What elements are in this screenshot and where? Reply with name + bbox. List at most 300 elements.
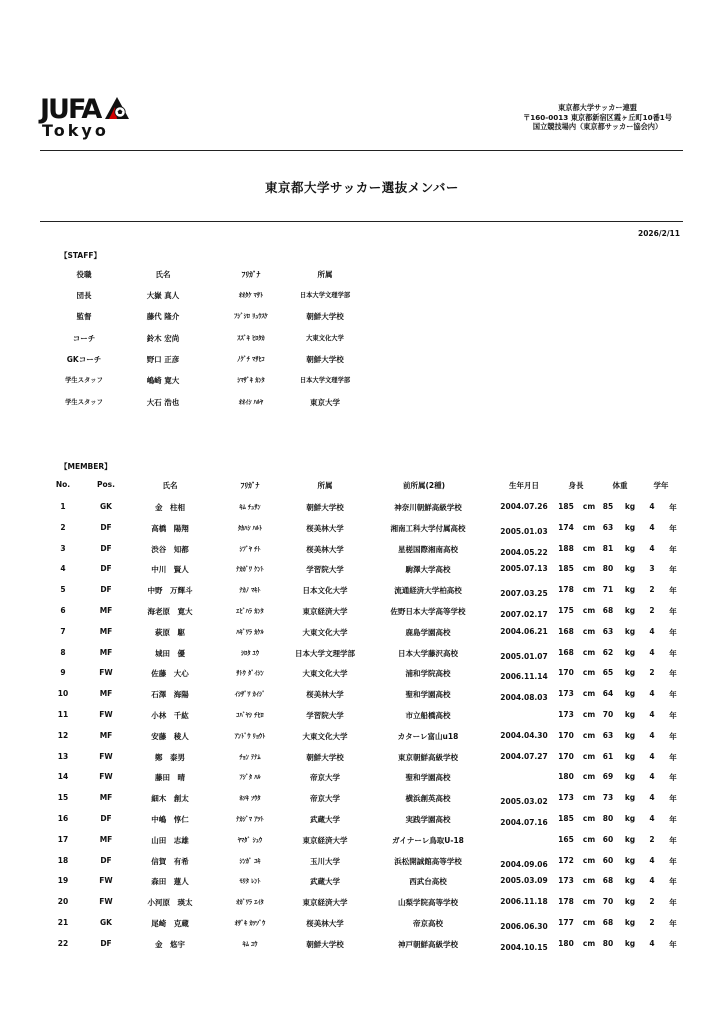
- member-header-name: 氏名: [162, 481, 178, 490]
- member-kana-cell: ｷﾑ ﾁｭｻﾝ: [239, 504, 261, 511]
- member-grade-cell: 2: [649, 897, 655, 907]
- staff-affiliation-cell: 朝鮮大学校: [306, 312, 344, 322]
- staff-kana-cell: ｼﾏｻﾞｷ ｶﾝﾀ: [237, 377, 265, 385]
- grade-unit-label: 年: [669, 690, 677, 700]
- member-height-cell: 177: [558, 918, 574, 927]
- member-kana-cell: ﾅｶｶﾞﾜ ｹﾝﾄ: [236, 566, 264, 574]
- soccer-ball-icon: [104, 96, 130, 120]
- member-pos-cell: MF: [99, 730, 113, 740]
- member-kana-cell: ﾌｼﾞﾀ ﾊﾙ: [239, 774, 261, 782]
- staff-affiliation-cell: 日本大学文理学部: [299, 377, 351, 385]
- member-birth-cell: 2004.10.15: [500, 942, 548, 952]
- member-affiliation-cell: 玉川大学: [310, 856, 340, 866]
- member-previous-cell: 市立船橋高校: [405, 711, 451, 720]
- member-height-cell: 178: [558, 585, 574, 595]
- member-no-cell: 6: [60, 606, 66, 615]
- member-height-cell: 185: [558, 814, 574, 823]
- member-height-cell: 168: [558, 626, 574, 636]
- member-birth-cell: 2004.04.30: [500, 730, 548, 740]
- member-kana-cell: ｷﾑ ﾕｳ: [242, 940, 258, 948]
- grade-unit-label: 年: [669, 919, 677, 928]
- member-birth-cell: 2004.06.21: [500, 626, 548, 636]
- jufa-tokyo-logo: [40, 96, 130, 142]
- member-previous-cell: 西武台高校: [409, 877, 447, 887]
- member-previous-cell: 聖和学園高校: [405, 690, 451, 700]
- member-header-height: 身長: [568, 481, 584, 490]
- height-unit-label: cm: [582, 626, 596, 636]
- member-height-cell: 185: [558, 502, 574, 511]
- member-kana-cell: ｺﾊﾞﾔｼ ﾁﾋﾛ: [236, 712, 264, 719]
- member-pos-cell: FW: [99, 710, 113, 719]
- member-grade-cell: 4: [649, 502, 655, 511]
- member-no-cell: 10: [57, 689, 69, 699]
- weight-unit-label: kg: [624, 751, 636, 761]
- member-weight-cell: 63: [602, 730, 614, 740]
- member-pos-cell: MF: [99, 606, 113, 615]
- grade-unit-label: 年: [669, 773, 677, 783]
- weight-unit-label: kg: [624, 626, 636, 636]
- member-kana-cell: ｵｻﾞｷ ｶﾂｿﾞｳ: [234, 920, 266, 927]
- member-no-cell: 4: [60, 564, 66, 574]
- member-birth-cell: 2005.01.03: [500, 526, 548, 536]
- member-affiliation-cell: 桜美林大学: [306, 919, 344, 928]
- member-name-cell: 中嶋 惇仁: [151, 815, 189, 824]
- member-kana-cell: ﾅｶｼﾞﾏ ｱﾂﾄ: [236, 816, 264, 823]
- member-height-cell: 172: [558, 855, 574, 865]
- member-pos-cell: DF: [100, 814, 112, 823]
- staff-section-label: 【STAFF】: [60, 251, 101, 260]
- grade-unit-label: 年: [669, 503, 677, 512]
- organization-address: 〒160-0013 東京都新宿区霞ヶ丘町10番1号: [523, 112, 672, 122]
- member-section-label: 【MEMBER】: [60, 462, 112, 471]
- member-name-cell: 中川 賢人: [151, 565, 189, 575]
- member-pos-cell: FW: [99, 897, 113, 907]
- member-birth-cell: 2005.01.07: [500, 651, 548, 661]
- organization-location: 国立競技場内（東京都サッカー協会内）: [532, 122, 663, 131]
- member-pos-cell: FW: [99, 876, 113, 886]
- member-name-cell: 渋谷 知都: [151, 544, 189, 554]
- member-name-cell: 高橋 陽翔: [151, 523, 189, 533]
- height-unit-label: cm: [582, 585, 596, 595]
- member-grade-cell: 4: [649, 814, 655, 823]
- member-weight-cell: 62: [602, 647, 614, 657]
- member-pos-cell: DF: [100, 543, 112, 553]
- member-grade-cell: 4: [649, 855, 655, 865]
- member-name-cell: 海老原 寛大: [147, 607, 193, 616]
- grade-unit-label: 年: [669, 648, 677, 658]
- staff-kana-cell: ｵｵｲｼ ﾊﾙﾔ: [238, 398, 264, 406]
- member-weight-cell: 70: [602, 897, 614, 907]
- member-pos-cell: DF: [100, 585, 112, 595]
- member-previous-cell: 流通経済大学柏高校: [394, 586, 462, 596]
- member-previous-cell: 実践学園高校: [405, 815, 451, 824]
- member-grade-cell: 2: [649, 668, 655, 678]
- member-previous-cell: 神戸朝鮮高級学校: [398, 939, 458, 949]
- weight-unit-label: kg: [624, 897, 636, 907]
- height-unit-label: cm: [582, 647, 596, 657]
- member-kana-cell: ｼﾌﾞﾔ ﾁﾄ: [239, 545, 261, 553]
- staff-affiliation-cell: 日本大学文理学部: [299, 292, 351, 299]
- member-no-cell: 12: [57, 730, 69, 740]
- organization-info: [523, 103, 672, 132]
- member-name-cell: 石澤 海陽: [151, 690, 189, 700]
- member-height-cell: 165: [558, 834, 574, 844]
- member-no-cell: 22: [57, 938, 69, 948]
- member-grade-cell: 4: [649, 710, 655, 719]
- member-affiliation-cell: 東京経済大学: [302, 835, 348, 845]
- member-weight-cell: 61: [602, 751, 614, 761]
- member-kana-cell: ｲｼｻﾞﾜ ｶｲｼﾞ: [234, 691, 266, 699]
- member-birth-cell: 2006.11.14: [500, 672, 548, 682]
- member-birth-cell: 2004.08.03: [500, 693, 548, 703]
- weight-unit-label: kg: [624, 938, 636, 948]
- member-affiliation-cell: 帝京大学: [310, 773, 340, 783]
- member-kana-cell: ﾅｶﾉ ﾏｷﾄ: [239, 587, 261, 595]
- staff-name-cell: 大嶽 真人: [146, 291, 180, 300]
- member-previous-cell: ガイナーレ鳥取U-18: [392, 835, 464, 845]
- member-birth-cell: 2004.07.16: [500, 818, 548, 827]
- member-previous-cell: 星槎国際湘南高校: [398, 544, 458, 554]
- member-header-pos: Pos.: [97, 480, 115, 489]
- member-birth-cell: 2006.11.18: [500, 897, 548, 907]
- member-no-cell: 21: [57, 918, 69, 927]
- member-kana-cell: ﾓﾘﾀ ﾚﾝﾄ: [239, 878, 261, 886]
- grade-unit-label: 年: [669, 752, 677, 762]
- member-no-cell: 18: [57, 855, 69, 865]
- member-name-cell: 安藤 稜人: [151, 731, 189, 741]
- weight-unit-label: kg: [624, 543, 636, 553]
- member-previous-cell: 山梨学院高等学校: [398, 898, 458, 908]
- member-header-birth: 生年月日: [509, 481, 539, 490]
- staff-kana-cell: ｵｵﾀｹ ﾏｻﾄ: [238, 292, 264, 299]
- member-height-cell: 170: [558, 751, 574, 761]
- member-height-cell: 188: [558, 543, 574, 553]
- member-birth-cell: 2004.07.26: [500, 502, 548, 511]
- weight-unit-label: kg: [624, 793, 636, 803]
- member-kana-cell: ﾎｿｷ ｿｳﾀ: [239, 795, 261, 803]
- member-pos-cell: MF: [99, 689, 113, 699]
- member-height-cell: 173: [558, 793, 574, 803]
- member-grade-cell: 2: [649, 585, 655, 595]
- member-previous-cell: 駒澤大学高校: [405, 565, 451, 575]
- member-weight-cell: 73: [602, 793, 614, 803]
- member-previous-cell: 横浜創英高校: [405, 794, 451, 804]
- member-affiliation-cell: 大東文化大学: [302, 731, 348, 741]
- member-affiliation-cell: 大東文化大学: [302, 627, 348, 637]
- member-weight-cell: 60: [602, 855, 614, 865]
- height-unit-label: cm: [582, 689, 596, 699]
- staff-name-cell: 鈴木 宏尚: [146, 333, 180, 343]
- grade-unit-label: 年: [669, 939, 677, 949]
- member-affiliation-cell: 朝鮮大学校: [306, 939, 344, 949]
- member-weight-cell: 60: [602, 834, 614, 844]
- weight-unit-label: kg: [624, 522, 636, 532]
- member-pos-cell: MF: [99, 626, 113, 636]
- staff-header-name: 氏名: [155, 270, 171, 279]
- member-previous-cell: 浜松開誠館高等学校: [394, 856, 462, 866]
- member-name-cell: 城田 優: [155, 648, 185, 658]
- member-affiliation-cell: 日本文化大学: [302, 586, 348, 596]
- height-unit-label: cm: [582, 876, 596, 886]
- member-pos-cell: MF: [99, 793, 113, 803]
- grade-unit-label: 年: [669, 586, 677, 596]
- staff-role-cell: GKコーチ: [66, 354, 102, 364]
- member-affiliation-cell: 学習院大学: [306, 565, 344, 575]
- staff-affiliation-cell: 東京大学: [310, 397, 340, 407]
- member-pos-cell: DF: [100, 855, 112, 865]
- height-unit-label: cm: [582, 793, 596, 803]
- staff-name-cell: 嶋崎 寛大: [146, 376, 180, 386]
- member-header-previous: 前所属(2種): [402, 481, 446, 490]
- grade-unit-label: 年: [669, 607, 677, 616]
- member-weight-cell: 80: [602, 814, 614, 823]
- member-weight-cell: 85: [602, 502, 614, 511]
- height-unit-label: cm: [582, 522, 596, 532]
- member-kana-cell: ｼﾛﾀ ﾕｳ: [241, 649, 259, 657]
- member-name-cell: 信賀 有希: [151, 856, 189, 866]
- staff-name-cell: 野口 正彦: [146, 354, 180, 364]
- member-birth-cell: 2005.07.13: [500, 564, 548, 574]
- member-header-affiliation: 所属: [317, 481, 333, 490]
- weight-unit-label: kg: [624, 564, 636, 574]
- member-header-grade: 学年: [653, 481, 669, 490]
- member-previous-cell: 帝京高校: [413, 919, 443, 928]
- weight-unit-label: kg: [624, 668, 636, 678]
- grade-unit-label: 年: [669, 731, 677, 741]
- grade-unit-label: 年: [669, 627, 677, 637]
- member-birth-cell: 2006.06.30: [500, 922, 548, 931]
- grade-unit-label: 年: [669, 877, 677, 887]
- staff-role-cell: 学生スタッフ: [65, 398, 103, 406]
- member-no-cell: 9: [60, 668, 66, 678]
- height-unit-label: cm: [582, 897, 596, 907]
- grade-unit-label: 年: [669, 711, 677, 720]
- member-kana-cell: ｱﾝﾄﾞｳ ﾘｮｳﾄ: [234, 732, 266, 740]
- member-grade-cell: 4: [649, 876, 655, 886]
- member-height-cell: 185: [558, 564, 574, 574]
- member-name-cell: 中野 万輝斗: [147, 586, 193, 596]
- member-no-cell: 5: [60, 585, 66, 595]
- member-kana-cell: ﾔﾏﾀﾞ ｼｭｳ: [237, 836, 263, 844]
- member-height-cell: 170: [558, 668, 574, 678]
- staff-kana-cell: ﾌｼﾞｼﾛ ﾘｭｳｽｹ: [234, 313, 268, 321]
- member-grade-cell: 4: [649, 751, 655, 761]
- staff-affiliation-cell: 朝鮮大学校: [306, 354, 344, 364]
- member-grade-cell: 4: [649, 793, 655, 803]
- height-unit-label: cm: [582, 855, 596, 865]
- member-name-cell: 尾崎 克蔵: [151, 919, 189, 928]
- grade-unit-label: 年: [669, 815, 677, 824]
- height-unit-label: cm: [582, 834, 596, 844]
- member-weight-cell: 69: [602, 772, 614, 782]
- member-previous-cell: 東京朝鮮高級学校: [398, 752, 458, 762]
- member-weight-cell: 64: [602, 689, 614, 699]
- member-weight-cell: 63: [602, 626, 614, 636]
- member-header-kana: ﾌﾘｶﾞﾅ: [240, 481, 260, 490]
- member-no-cell: 1: [60, 502, 66, 511]
- staff-affiliation-cell: 大東文化大学: [306, 334, 344, 342]
- member-name-cell: 細木 創太: [151, 794, 189, 804]
- member-pos-cell: FW: [99, 668, 113, 678]
- staff-header-kana: ﾌﾘｶﾞﾅ: [241, 270, 261, 279]
- member-grade-cell: 2: [649, 918, 655, 927]
- member-grade-cell: 4: [649, 522, 655, 532]
- member-pos-cell: DF: [100, 938, 112, 948]
- member-pos-cell: MF: [99, 834, 113, 844]
- member-kana-cell: ｵｶﾞﾜﾗ ｴｲﾀ: [236, 899, 264, 907]
- member-name-cell: 森田 蓮人: [151, 877, 189, 887]
- staff-header-role: 役職: [76, 270, 92, 279]
- staff-name-cell: 藤代 隆介: [146, 312, 180, 322]
- height-unit-label: cm: [582, 751, 596, 761]
- member-no-cell: 15: [57, 793, 69, 803]
- member-affiliation-cell: 武蔵大学: [310, 877, 340, 887]
- member-grade-cell: 3: [649, 564, 655, 574]
- member-pos-cell: GK: [100, 918, 112, 927]
- member-previous-cell: 神奈川朝鮮高級学校: [394, 503, 462, 512]
- member-affiliation-cell: 朝鮮大学校: [306, 503, 344, 512]
- grade-unit-label: 年: [669, 544, 677, 554]
- member-kana-cell: ｻﾄｳ ﾀﾞｲｼﾝ: [236, 670, 264, 678]
- member-affiliation-cell: 日本大学文理学部: [295, 648, 355, 658]
- member-affiliation-cell: 武蔵大学: [310, 815, 340, 824]
- staff-kana-cell: ﾉｸﾞﾁ ﾏｻﾋｺ: [237, 355, 265, 363]
- member-header-no: No.: [55, 480, 71, 489]
- logo-subtext: Tokyo: [42, 121, 109, 140]
- height-unit-label: cm: [582, 772, 596, 782]
- member-weight-cell: 68: [602, 918, 614, 927]
- member-height-cell: 168: [558, 647, 574, 657]
- member-name-cell: 金 悠宇: [155, 939, 185, 949]
- height-unit-label: cm: [582, 938, 596, 948]
- staff-header-affiliation: 所属: [317, 270, 333, 279]
- member-name-cell: 山田 志雄: [151, 835, 189, 845]
- height-unit-label: cm: [582, 710, 596, 719]
- member-no-cell: 2: [60, 522, 66, 532]
- height-unit-label: cm: [582, 543, 596, 553]
- member-affiliation-cell: 東京経済大学: [302, 607, 348, 616]
- member-previous-cell: 鹿島学園高校: [405, 627, 451, 637]
- weight-unit-label: kg: [624, 502, 636, 511]
- member-weight-cell: 68: [602, 606, 614, 615]
- member-birth-cell: 2007.03.25: [500, 589, 548, 599]
- member-height-cell: 175: [558, 606, 574, 615]
- height-unit-label: cm: [582, 730, 596, 740]
- member-pos-cell: MF: [99, 647, 113, 657]
- member-name-cell: 小林 千紘: [151, 711, 189, 720]
- member-height-cell: 174: [558, 522, 574, 532]
- member-birth-cell: 2005.03.09: [500, 876, 548, 886]
- member-name-cell: 藤田 晴: [155, 773, 185, 783]
- grade-unit-label: 年: [669, 856, 677, 866]
- member-kana-cell: ｼﾝｶﾞ ﾕｷ: [239, 857, 261, 865]
- weight-unit-label: kg: [624, 606, 636, 615]
- member-no-cell: 7: [60, 626, 66, 636]
- member-no-cell: 8: [60, 647, 66, 657]
- member-grade-cell: 2: [649, 834, 655, 844]
- member-no-cell: 3: [60, 543, 66, 553]
- member-affiliation-cell: 桜美林大学: [306, 544, 344, 554]
- staff-role-cell: 学生スタッフ: [65, 377, 103, 385]
- member-pos-cell: FW: [99, 751, 113, 761]
- weight-unit-label: kg: [624, 730, 636, 740]
- member-birth-cell: 2007.02.17: [500, 610, 548, 619]
- weight-unit-label: kg: [624, 834, 636, 844]
- document-date: 2026/2/11: [637, 229, 680, 238]
- member-previous-cell: カターレ富山u18: [397, 731, 459, 741]
- logo-text: JUFA: [40, 94, 101, 125]
- member-affiliation-cell: 帝京大学: [310, 794, 340, 804]
- grade-unit-label: 年: [669, 669, 677, 679]
- weight-unit-label: kg: [624, 876, 636, 886]
- member-kana-cell: ﾊｷﾞﾜﾗ ｶｹﾙ: [236, 628, 264, 636]
- member-grade-cell: 4: [649, 647, 655, 657]
- member-height-cell: 173: [558, 876, 574, 886]
- height-unit-label: cm: [582, 564, 596, 574]
- member-affiliation-cell: 学習院大学: [306, 711, 344, 720]
- member-weight-cell: 80: [602, 564, 614, 574]
- member-birth-cell: 2005.03.02: [500, 797, 548, 807]
- height-unit-label: cm: [582, 606, 596, 615]
- member-kana-cell: ｴﾋﾞﾊﾗ ｶﾝﾀ: [236, 608, 264, 615]
- grade-unit-label: 年: [669, 523, 677, 533]
- page-title: 東京都大学サッカー選抜メンバー: [265, 180, 459, 195]
- member-name-cell: 小河原 瑛太: [147, 898, 193, 908]
- staff-role-cell: 監督: [76, 312, 92, 322]
- weight-unit-label: kg: [624, 814, 636, 823]
- member-name-cell: 金 柱相: [155, 503, 185, 512]
- member-previous-cell: 佐野日本大学高等学校: [390, 607, 466, 616]
- member-affiliation-cell: 朝鮮大学校: [306, 752, 344, 762]
- member-kana-cell: ﾁｮﾝ ﾃﾅﾑ: [239, 753, 261, 761]
- weight-unit-label: kg: [624, 585, 636, 595]
- member-height-cell: 170: [558, 730, 574, 740]
- member-previous-cell: 浦和学院高校: [405, 669, 451, 679]
- weight-unit-label: kg: [624, 772, 636, 782]
- header-divider: [40, 150, 683, 151]
- member-grade-cell: 4: [649, 772, 655, 782]
- member-affiliation-cell: 桜美林大学: [306, 523, 344, 533]
- member-grade-cell: 4: [649, 938, 655, 948]
- weight-unit-label: kg: [624, 689, 636, 699]
- member-no-cell: 20: [57, 897, 69, 907]
- weight-unit-label: kg: [624, 647, 636, 657]
- member-weight-cell: 63: [602, 522, 614, 532]
- member-kana-cell: ﾀｶﾊｼ ﾊﾙﾄ: [237, 524, 263, 532]
- member-height-cell: 180: [558, 938, 574, 948]
- member-name-cell: 鄭 泰男: [155, 752, 185, 762]
- member-previous-cell: 日本大学藤沢高校: [398, 648, 458, 658]
- member-no-cell: 13: [57, 751, 69, 761]
- member-no-cell: 17: [57, 834, 69, 844]
- staff-role-cell: コーチ: [72, 333, 96, 343]
- member-height-cell: 180: [558, 772, 574, 782]
- member-grade-cell: 4: [649, 543, 655, 553]
- member-pos-cell: DF: [100, 522, 112, 532]
- height-unit-label: cm: [582, 668, 596, 678]
- member-affiliation-cell: 大東文化大学: [302, 669, 348, 679]
- member-weight-cell: 68: [602, 876, 614, 886]
- height-unit-label: cm: [582, 502, 596, 511]
- grade-unit-label: 年: [669, 794, 677, 804]
- member-pos-cell: FW: [99, 772, 113, 782]
- member-no-cell: 14: [57, 772, 69, 782]
- member-weight-cell: 70: [602, 710, 614, 719]
- member-name-cell: 佐藤 大心: [151, 669, 189, 679]
- grade-unit-label: 年: [669, 565, 677, 575]
- weight-unit-label: kg: [624, 918, 636, 927]
- member-weight-cell: 65: [602, 668, 614, 678]
